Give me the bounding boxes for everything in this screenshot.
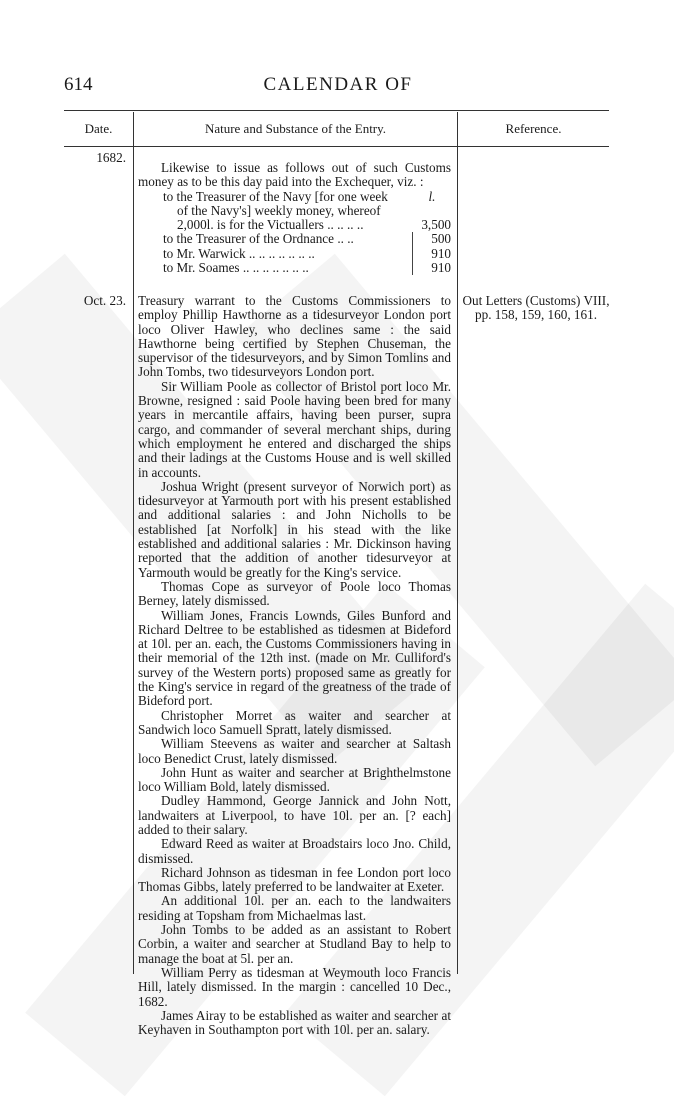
entry-paragraph: William Perry as tidesman at Weymouth loco Francis Hill, lately dismissed. In the margin : cancelled 10 Dec., 1682. xyxy=(138,964,451,1009)
entry-reference: Out Letters (Customs) VIII, pp. 158, 159, 160, 161. xyxy=(462,293,610,323)
entry-paragraph: William Jones, Francis Lownds, Giles Bunford and Richard Deltree to be established as tidesmen at Bideford at 10l. per an. each, the Customs Commissioners having in their memorial of the 12th inst. (made on Mr. Culliford's survey of the Western ports) proposed same as greatly for the King's service in regard of the greatness of the trade of Bideford port. xyxy=(138,607,451,709)
column-head-nature: Nature and Substance of the Entry. xyxy=(204,121,387,136)
payment-row xyxy=(163,204,451,218)
entry-paragraph: Christopher Morret as waiter and searcher at Sandwich loco Samuell Spratt, lately dismissed. xyxy=(138,707,451,737)
payment-label: to the Treasurer of the Navy [for one week xyxy=(163,188,388,204)
entry-paragraph: Richard Johnson as tidesman in fee London port loco Thomas Gibbs, lately preferred to be landwaiter at Exeter. xyxy=(138,864,451,895)
entry-paragraph: James Airay to be established as waiter and searcher at Keyhaven in Southampton port with 10l. per an. salary. xyxy=(138,1007,451,1038)
entry-paragraph: John Hunt as waiter and searcher at Brighthelmstone loco William Bold, lately dismissed. xyxy=(138,764,451,795)
payment-row xyxy=(163,232,451,246)
payment-label: to the Treasurer of the Ordnance .. .. xyxy=(163,231,354,247)
entry-paragraph: Likewise to issue as follows out of such Customs money as to be this day paid into the Exchequer, viz. : xyxy=(138,160,451,190)
entry-body xyxy=(138,161,451,275)
column-head-date: Date. xyxy=(84,121,113,136)
entry-body xyxy=(138,294,451,1037)
payment-row xyxy=(163,247,451,261)
page-number: 614 xyxy=(64,74,93,95)
payment-amount: 910 xyxy=(412,261,451,275)
payment-row xyxy=(163,218,451,232)
payment-row xyxy=(163,261,451,275)
payment-list xyxy=(138,190,451,276)
entry-paragraph: Joshua Wright (present surveyor of Norwich port) as tidesurveyor at Yarmouth port with his present established and additional salaries : and John Nicholls to be established [at Norfolk] in his stead with the like established and additional salaries : Mr. Dickinson having reported that the addition of another tidesurveyor at Yarmouth would be greatly for the King's service. xyxy=(138,478,451,580)
payment-amount: 910 xyxy=(412,247,451,261)
entry-paragraph: An additional 10l. per an. each to the landwaiters residing at Topsham from Michaelmas last. xyxy=(138,893,451,923)
column-divider-left xyxy=(133,112,134,974)
entry-paragraph: Sir William Poole as collector of Bristol port loco Mr. Browne, resigned : said Poole having been bred for many years in mercantile affairs, having been purser, supra cargo, and commander of several merchant ships, during which employment he entered and discharged the ships and their ladings at the Customs House and is well skilled in accounts. xyxy=(138,378,451,480)
entry-paragraph: William Steevens as waiter and searcher at Saltash loco Benedict Crust, lately dismissed. xyxy=(138,736,451,766)
payment-amount: 500 xyxy=(412,232,451,246)
entry-paragraph: Edward Reed as waiter at Broadstairs loco Jno. Child, dismissed. xyxy=(138,836,451,866)
entry-paragraph: Treasury warrant to the Customs Commissioners to employ Phillip Hawthorne as a tidesurveyor London port loco Oliver Hawley, who declines same : the said Hawthorne being certified by Stephen Chuseman, the supervisor of the tidesurveyors, and by Simon Tomlins and John Tombs, two tidesurveyors London port. xyxy=(138,293,451,380)
payment-label: to Mr. Soames .. .. .. .. .. .. .. xyxy=(163,260,309,276)
running-head xyxy=(64,74,612,98)
entry-paragraph: Thomas Cope as surveyor of Poole loco Thomas Berney, lately dismissed. xyxy=(138,578,451,609)
table-top-rule xyxy=(64,110,609,111)
entry-paragraph: John Tombs to be added as an assistant to Robert Corbin, a waiter and searcher at Studland Bay to help to manage the boat at 5l. per an. xyxy=(138,922,451,966)
payment-label: of the Navy's] weekly money, whereof xyxy=(177,202,381,218)
entry-paragraph: Dudley Hammond, George Jannick and John Nott, landwaiters at Liverpool, to have 10l. per an. [? each] added to their salary. xyxy=(138,793,451,837)
payment-row xyxy=(163,190,451,204)
column-divider-right xyxy=(457,112,458,974)
column-head-reference: Reference. xyxy=(505,121,562,136)
entry-date: 1682. xyxy=(96,150,126,165)
payment-unit: l. xyxy=(428,188,436,204)
header-bottom-rule xyxy=(64,146,609,147)
entry-date: Oct. 23. xyxy=(83,293,126,308)
payment-label: 2,000l. is for the Victuallers .. .. .. .. xyxy=(177,217,364,233)
payment-label: to Mr. Warwick .. .. .. .. .. .. .. xyxy=(163,245,315,261)
payment-amount: 3,500 xyxy=(421,217,451,233)
running-title: CALENDAR OF xyxy=(263,74,413,95)
